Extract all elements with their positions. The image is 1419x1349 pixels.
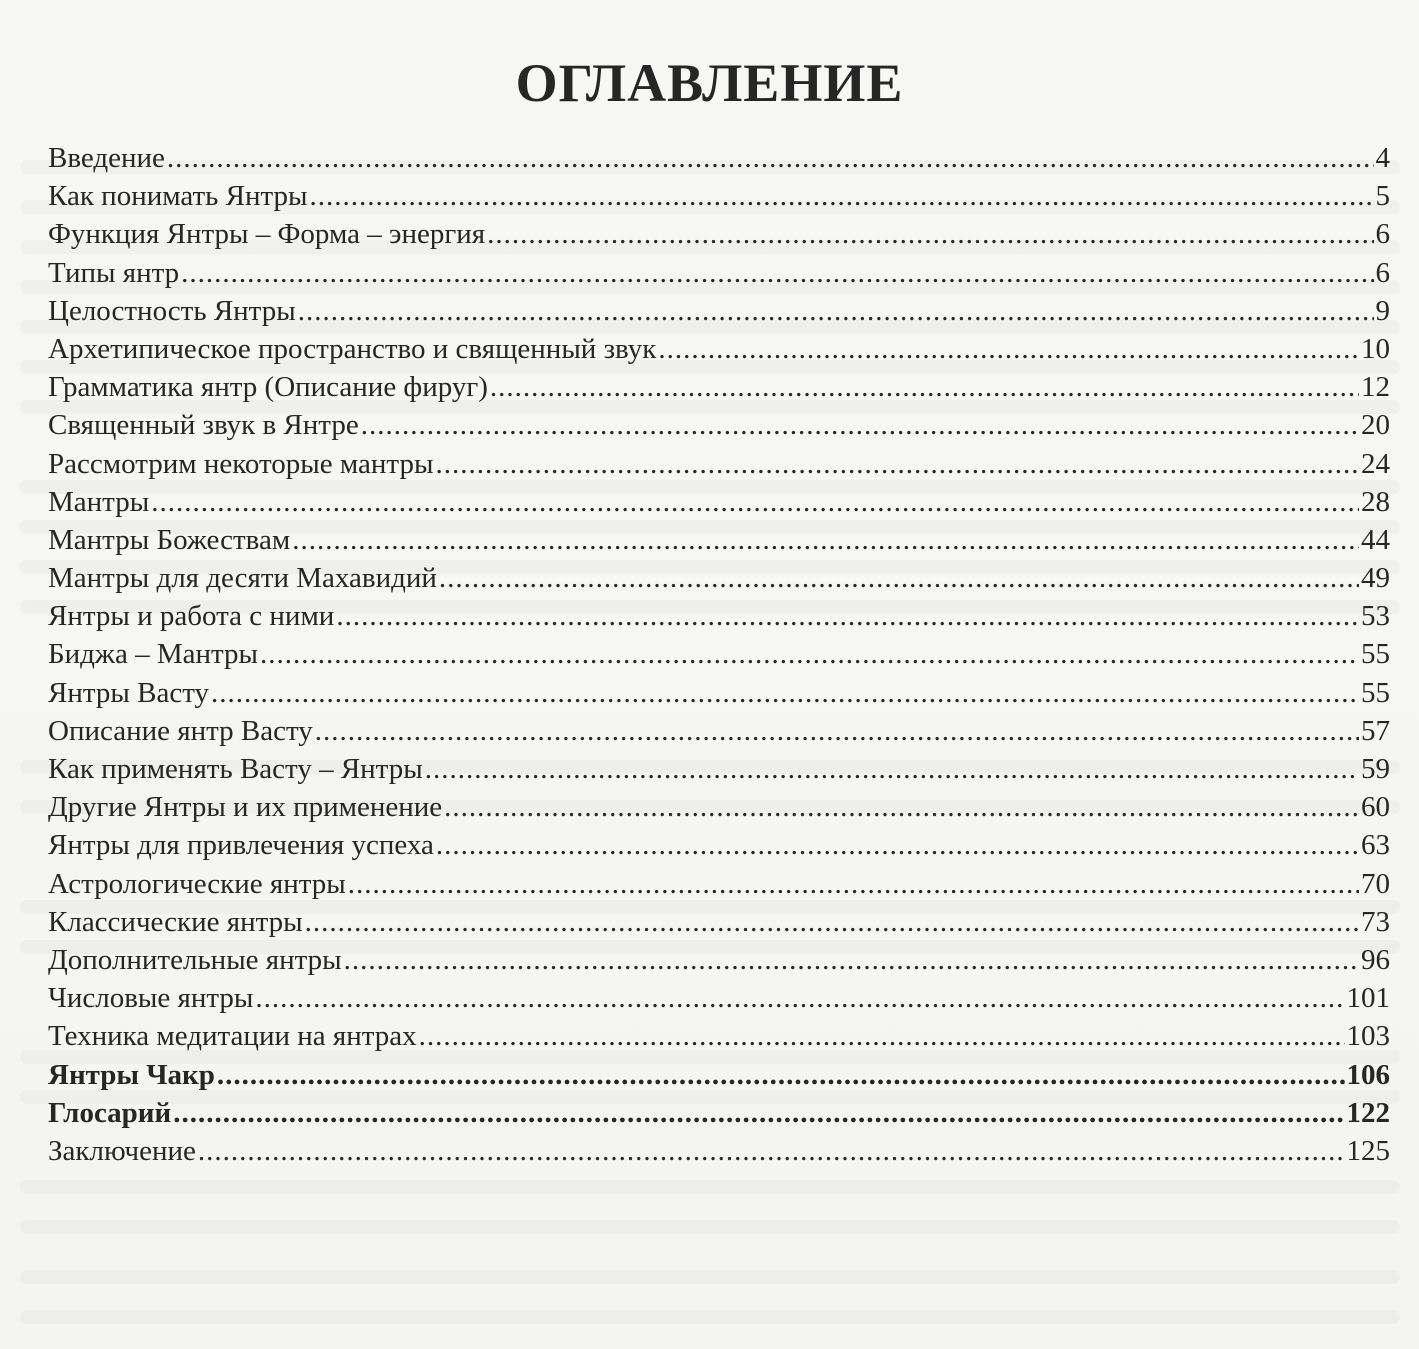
toc-dot-leader [439,562,1359,595]
toc-dot-leader [292,524,1359,557]
toc-entry-title: Дополнительные янтры [48,943,342,976]
toc-entry-page-number: 57 [1361,714,1390,747]
toc-entry [48,257,1390,295]
toc-entry-page-number: 53 [1361,600,1390,633]
toc-entry-page-number: 55 [1361,676,1390,709]
toc-entry-title: Грамматика янтр (Описание фируг) [48,371,488,404]
toc-entry-page-number: 9 [1375,294,1390,327]
toc-entry [48,1020,1390,1058]
toc-entry-title: Янтры Васту [48,676,210,709]
toc-dot-leader [151,486,1359,519]
toc-dot-leader [305,906,1359,939]
toc-entry-page-number: 73 [1361,905,1390,938]
toc-entry-page-number: 59 [1361,753,1390,785]
toc-entry-page-number: 6 [1375,256,1390,289]
toc-entry-page-number: 28 [1361,485,1390,518]
toc-entry-title: Мантры Божествам [48,523,291,556]
toc-entry [48,638,1390,676]
toc-dot-leader [173,1097,1344,1130]
toc-entry-title: Описание янтр Васту [48,714,313,747]
toc-entry [48,944,1390,982]
toc-entry-title: Янтры Чакр [48,1058,215,1091]
toc-entry [48,982,1390,1020]
toc-dot-leader [260,638,1359,671]
toc-entry [48,409,1390,447]
toc-entry [48,524,1390,562]
toc-entry-page-number: 20 [1361,409,1390,442]
toc-entry-title: Мантры для десяти Махавидий [48,562,437,595]
toc-entry-page-number: 101 [1346,982,1390,1015]
toc-entry-title: Астрологические янтры [48,867,346,900]
toc-entry-page-number: 70 [1361,867,1390,900]
toc-dot-leader [255,982,1344,1015]
toc-entry-page-number: 5 [1375,180,1390,213]
toc-entry [48,868,1390,906]
toc-entry-page-number: 10 [1361,332,1390,365]
toc-entry [48,715,1390,753]
toc-dot-leader [336,600,1359,633]
toc-entry-title: Как понимать Янтры [48,180,308,213]
toc-entry [48,753,1390,791]
toc-entry [48,218,1390,256]
toc-entry-page-number: 106 [1346,1058,1390,1091]
toc-entry-page-number: 63 [1361,829,1390,862]
toc-entry-title: Другие Янтры и их применение [48,791,443,824]
toc-entry-title: Янтры и работа с ними [48,600,335,633]
toc-entry-page-number: 55 [1361,638,1390,671]
toc-dot-leader [348,868,1359,901]
toc-entry-page-number: 96 [1361,943,1390,976]
toc-entry [48,791,1390,829]
toc-dot-leader [425,753,1359,786]
toc-dot-leader [361,409,1359,442]
toc-entry [48,1097,1390,1135]
toc-entry [48,906,1390,944]
toc-dot-leader [658,333,1359,366]
toc-entry-title: Введение [48,142,165,174]
toc-entry [48,371,1390,409]
toc-entry-page-number: 44 [1361,523,1390,556]
toc-entry [48,486,1390,524]
toc-dot-leader [444,791,1359,824]
toc-entry [48,333,1390,371]
toc-entry-title: Типы янтр [48,256,180,289]
toc-entry-title: Янтры для привлечения успеха [48,829,434,862]
toc-entry-title: Глосарий [48,1096,172,1129]
toc-dot-leader [198,1135,1345,1168]
toc-entry-title: Биджа – Мантры [48,638,259,671]
toc-entry [48,448,1390,486]
toc-entry [48,1135,1390,1173]
toc-dot-leader [435,448,1359,481]
toc-entry-page-number: 4 [1375,142,1390,174]
toc-entry-page-number: 49 [1361,562,1390,595]
toc-entry [48,562,1390,600]
toc-entry-title: Техника медитации на янтрах [48,1020,417,1053]
toc-entry-title: Функция Янтры – Форма – энергия [48,218,486,251]
toc-entry-page-number: 24 [1361,447,1390,480]
toc-entry [48,677,1390,715]
toc-dot-leader [419,1020,1345,1053]
toc-entry-page-number: 103 [1346,1020,1390,1053]
toc-entry-page-number: 6 [1375,218,1390,251]
toc-entry-title: Как применять Васту – Янтры [48,753,423,785]
toc-entry [48,829,1390,867]
toc-entry-page-number: 122 [1346,1096,1390,1129]
table-of-contents [48,142,1390,1173]
page-title: ОГЛАВЛЕНИЕ [515,53,904,113]
toc-entry [48,295,1390,333]
toc-dot-leader [490,371,1359,404]
toc-dot-leader [310,180,1374,213]
toc-entry [48,142,1390,180]
toc-dot-leader [344,944,1359,977]
toc-entry-page-number: 125 [1346,1134,1390,1167]
toc-entry-page-number: 12 [1361,371,1390,404]
toc-entry-title: Рассмотрим некоторые мантры [48,447,434,480]
toc-dot-leader [217,1059,1345,1092]
toc-dot-leader [315,715,1359,748]
toc-entry-title: Мантры [48,485,150,518]
toc-entry [48,600,1390,638]
toc-dot-leader [487,218,1373,251]
toc-entry [48,180,1390,218]
toc-entry-title: Заключение [48,1134,196,1167]
toc-entry [48,1059,1390,1097]
toc-dot-leader [298,295,1374,328]
toc-dot-leader [167,142,1374,175]
toc-dot-leader [436,829,1359,862]
toc-entry-page-number: 60 [1361,791,1390,824]
toc-entry-title: Архетипическое пространство и священный звук [48,332,657,365]
toc-entry-title: Целостность Янтры [48,294,296,327]
toc-entry-title: Священный звук в Янтре [48,409,359,442]
toc-dot-leader [181,257,1373,290]
toc-entry-title: Числовые янтры [48,982,254,1015]
toc-entry-title: Классические янтры [48,905,303,938]
toc-dot-leader [211,677,1359,710]
